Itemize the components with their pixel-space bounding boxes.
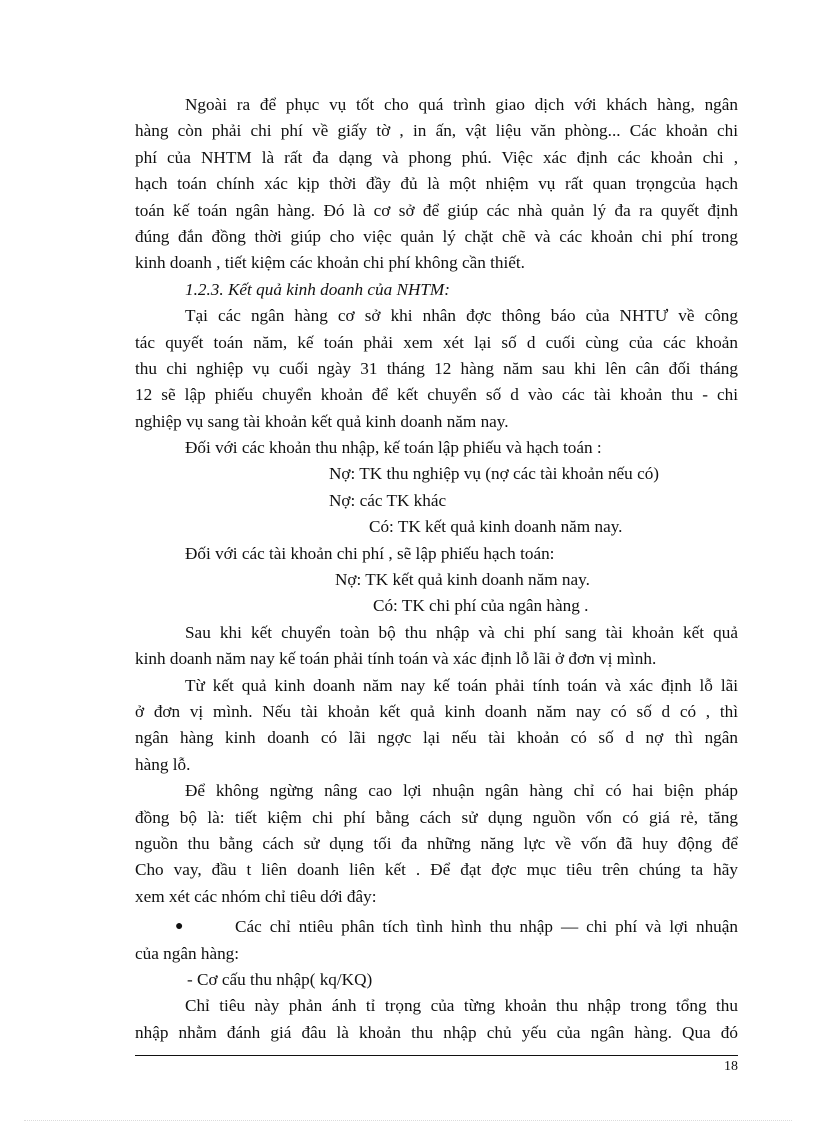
paragraph-line: hạch toán chính xác kịp thời đầy đủ là một nhiệm vụ rất quan trọngcủa hạch	[135, 174, 738, 194]
footer-divider	[135, 1055, 738, 1056]
paragraph-line: toán kế toán ngân hàng. Đó là cơ sở để giúp các nhà quản lý đa ra quyết định	[135, 200, 738, 220]
paragraph-line: Sau khi kết chuyển toàn bộ thu nhập và chi phí sang tài khoản kết quả	[185, 622, 738, 642]
paragraph-line: Tại các ngân hàng cơ sở khi nhân đợc thông báo của NHTƯ về công	[185, 306, 738, 326]
bullet-text: Các chỉ ntiêu phân tích tình hình thu nhập — chi phí và lợi nhuận	[235, 917, 738, 937]
accounting-entry: Nợ: TK kết quả kinh doanh năm nay.	[335, 570, 590, 590]
accounting-entry: Có: TK chi phí của ngân hàng .	[373, 596, 589, 616]
paragraph-line: của ngân hàng:	[135, 943, 240, 963]
paragraph-line: Từ kết quả kinh doanh năm nay kế toán phải tính toán và xác định lỗ lãi	[185, 675, 738, 695]
page-edge-divider	[24, 1120, 792, 1121]
paragraph-line: Để không ngừng nâng cao lợi nhuận ngân hàng chỉ có hai biện pháp	[185, 781, 738, 801]
body-text	[135, 92, 738, 1046]
paragraph-line: Đối với các tài khoản chi phí , sẽ lập phiếu hạch toán:	[185, 543, 555, 563]
paragraph-line: thu chi nghiệp vụ cuối ngày 31 tháng 12 hàng năm sau khi lên cân đối tháng	[135, 358, 738, 378]
paragraph-line: nguồn thu bằng cách sử dụng tối đa những năng lực về vốn đã huy động để	[135, 833, 738, 853]
paragraph-line: kinh doanh năm nay kế toán phải tính toán và xác định lỗ lãi ở đơn vị mình.	[135, 649, 657, 669]
paragraph-line: 12 sẽ lập phiếu chuyển khoản để kết chuyển số d vào các tài khoản thu - chi	[135, 385, 738, 405]
paragraph-line: - Cơ cấu thu nhập( kq/KQ)	[187, 969, 373, 989]
paragraph-line: phí của NHTM là rất đa dạng và phong phú. Việc xác định các khoản chi ,	[135, 147, 738, 167]
paragraph-line: ngân hàng kinh doanh có lãi ngợc lại nếu tài khoản có số d nợ thì ngân	[135, 728, 738, 748]
bullet-icon: ●	[175, 919, 184, 935]
paragraph-line: Ngoài ra để phục vụ tốt cho quá trình giao dịch với khách hàng, ngân	[185, 95, 738, 114]
accounting-entry: Có: TK kết quả kinh doanh năm nay.	[369, 517, 623, 537]
paragraph-line: nghiệp vụ sang tài khoản kết quả kinh doanh năm nay.	[135, 411, 509, 431]
paragraph-line: hàng lỗ.	[135, 754, 191, 774]
accounting-entry: Nợ: TK thu nghiệp vụ (nợ các tài khoản nếu có)	[329, 464, 660, 484]
paragraph-line: Đối với các khoản thu nhập, kế toán lập phiếu và hạch toán :	[185, 438, 602, 458]
paragraph-line: đồng bộ là: tiết kiệm chi phí bằng cách sử dụng nguồn vốn có giá rẻ, tăng	[135, 807, 738, 827]
paragraph-line: Chỉ tiêu này phản ánh tỉ trọng của từng khoản thu nhập trong tổng thu	[185, 996, 738, 1016]
accounting-entry: Nợ: các TK khác	[329, 490, 447, 510]
section-heading: 1.2.3. Kết quả kinh doanh của NHTM:	[185, 279, 450, 299]
paragraph-line: nhập nhằm đánh giá đâu là khoản thu nhập chủ yếu của ngân hàng. Qua đó	[135, 1022, 738, 1042]
paragraph-line: kinh doanh , tiết kiệm các khoản chi phí không cần thiết.	[135, 253, 525, 273]
paragraph-line: xem xét các nhóm chỉ tiêu dới đây:	[135, 886, 377, 906]
paragraph-line: tác quyết toán năm, kế toán phải xem xét lại số d cuối cùng của các khoản	[135, 332, 738, 352]
paragraph-line: hàng còn phải chi phí về giấy tờ , in ấn, vật liệu văn phòng... Các khoản chi	[135, 121, 738, 141]
page-number: 18	[724, 1059, 738, 1074]
paragraph-line: ở đơn vị mình. Nếu tài khoản kết quả kinh doanh năm nay có số d có , thì	[135, 701, 738, 721]
paragraph-line: đúng đắn đồng thời giúp cho việc quản lý chặt chẽ và các khoản chi phí trong	[135, 226, 738, 246]
bullet-item	[135, 914, 738, 940]
paragraph-line: Cho vay, đầu t liên doanh liên kết . Để đạt đợc mục tiêu trên chúng ta hãy	[135, 860, 738, 880]
